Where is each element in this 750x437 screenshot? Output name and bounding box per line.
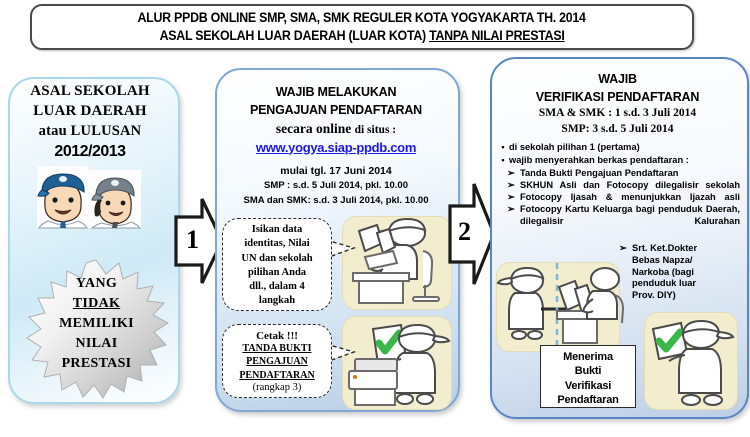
left-head-line-1: ASAL SEKOLAH: [30, 83, 150, 99]
middle-panel-heading: [219, 84, 453, 155]
mid-head-line-1: WAJIB MELAKUKAN: [275, 85, 397, 99]
list-item: [497, 155, 740, 167]
receive-verification-receipt-note: [540, 345, 636, 408]
list-item: [507, 168, 740, 180]
list-item: [507, 180, 740, 192]
right-panel-dates: [495, 105, 740, 138]
list-item: [497, 142, 740, 154]
list-item-label: [632, 243, 741, 302]
bullet-icon: •: [501, 142, 505, 152]
arrow-bullet-icon: ➢: [507, 167, 515, 178]
left-panel-heading: [10, 82, 170, 162]
diagram-title-box: [30, 4, 694, 50]
arrow-bullet-icon: ➢: [507, 179, 515, 190]
bubble1-line-3: UN dan sekolah: [241, 252, 313, 264]
left-panel-starburst-text: [24, 274, 169, 374]
title-line-2: [160, 27, 565, 45]
ribbon-line-4: Pendaftaran: [557, 393, 619, 406]
arrow-step-1-number: 1: [186, 225, 199, 254]
person-with-printer-check-icon: [342, 316, 452, 410]
mid-head-line-2: PENGAJUAN PENDAFTARAN: [250, 102, 422, 117]
ribbon-line-3: Verifikasi: [564, 379, 612, 392]
ppdb-website-link[interactable]: www.yogya.siap-ppdb.com: [255, 139, 417, 155]
right-head-line-2: VERIFIKASI PENDAFTARAN: [535, 90, 700, 105]
student-at-verification-desk-icon: [496, 262, 620, 352]
title-line-1: ALUR PPDB ONLINE SMP, SMA, SMK REGULER KOTA YOGYAKARTA TH. 2014: [137, 9, 587, 25]
arrow-step-2-number: 2: [458, 217, 471, 246]
star-line-1: YANG: [75, 276, 118, 291]
right-date-line-1: SMA & SMK : 1 s.d. 3 Juli 2014: [538, 107, 697, 119]
bubble2-line-3: PENGAJUAN: [246, 356, 308, 368]
arrow-bullet-icon: ➢: [619, 243, 627, 253]
note-line-1: Srt. Ket.Dokter: [632, 243, 698, 253]
list-item: [619, 243, 741, 302]
callout-print-receipt: [222, 324, 332, 398]
mid-head-line-3: [219, 121, 453, 137]
list-item: [507, 192, 740, 204]
note-line-5: Prov. DIY): [632, 290, 676, 301]
bubble1-line-1: Isikan data: [251, 224, 303, 235]
bubble2-line-1: Cetak !!!: [256, 330, 298, 342]
star-line-3: MEMILIKI: [59, 316, 134, 332]
list-item-label: di sekolah pilihan 1 (pertama): [509, 142, 640, 152]
right-date-line-2: SMP: 3 s.d. 5 Juli 2014: [561, 123, 674, 136]
mid-date-line-1: mulai tgl. 17 Juni 2014: [280, 165, 392, 177]
requirement-list: [497, 142, 740, 229]
arrow-step-2: [448, 182, 496, 286]
list-item: [507, 204, 740, 228]
mid-date-line-2: SMP : s.d. 5 Juli 2014, pkl. 10.00: [264, 180, 408, 192]
arrow-bullet-icon: ➢: [507, 204, 515, 215]
bubble2-line-5: (rangkap 3): [252, 382, 302, 394]
bubble2-line-2: TANDA BUKTI: [242, 343, 312, 354]
left-head-line-4: 2012/2013: [54, 142, 126, 160]
doctor-certificate-note: [619, 243, 741, 302]
list-item-label: Tanda Bukti Pengajuan Pendaftaran: [520, 167, 679, 178]
bullet-icon: •: [501, 154, 505, 165]
list-item-label: Fotocopy Ijasah & menunjukkan Ijazah asli: [520, 192, 740, 203]
list-item-label: wajib menyerahkan berkas pendaftaran :: [509, 154, 689, 165]
bubble2-line-4: PENDAFTARAN: [239, 369, 315, 381]
mid-head-line-3a: secara online: [275, 120, 355, 136]
title-line-2-plain: ASAL SEKOLAH LUAR DAERAH (LUAR KOTA): [159, 28, 429, 43]
mid-date-line-3: SMA dan SMK: s.d. 3 Juli 2014, pkl. 10.00: [243, 194, 429, 206]
list-item-label: Fotocopy Kartu Keluarga bagi penduduk Daerah, dilegalisir Kalurahan: [520, 204, 740, 227]
note-line-3: Narkoba (bagi: [632, 266, 694, 277]
callout-fill-data: [222, 218, 332, 311]
ribbon-line-1: Menerima: [563, 351, 613, 363]
middle-panel-dates: [219, 163, 453, 209]
bubble1-line-2: identitas, Nilai: [244, 238, 310, 250]
ribbon-line-2: Bukti: [574, 365, 602, 378]
bubble1-line-5: dll., dalam 4: [249, 281, 305, 293]
note-line-4: penduduk luar: [632, 278, 697, 289]
star-line-2: TIDAK: [72, 296, 121, 312]
list-item-label: SKHUN Asli dan Fotocopy dilegalisir sekolah: [520, 179, 740, 190]
left-head-line-2: LUAR DAERAH: [33, 102, 147, 119]
arrow-bullet-icon: ➢: [507, 192, 515, 203]
star-line-4: NILAI: [75, 336, 118, 352]
right-head-line-1: WAJIB: [598, 72, 637, 86]
two-students-icon: [35, 166, 145, 228]
student-holding-checked-paper-icon: [644, 312, 738, 410]
person-at-computer-desk-icon: [342, 216, 452, 310]
star-line-5: PRESTASI: [61, 356, 132, 372]
bubble1-line-4: pilihan Anda: [247, 266, 307, 278]
right-panel-heading: [495, 70, 740, 106]
mid-head-line-3b: di situs :: [354, 123, 397, 136]
note-line-2: Bebas Napza/: [632, 254, 693, 265]
bubble1-line-6: langkah: [258, 295, 296, 307]
left-head-line-3: atau LULUSAN: [38, 122, 142, 139]
title-line-2-underlined: TANPA NILAI PRESTASI: [428, 28, 565, 43]
